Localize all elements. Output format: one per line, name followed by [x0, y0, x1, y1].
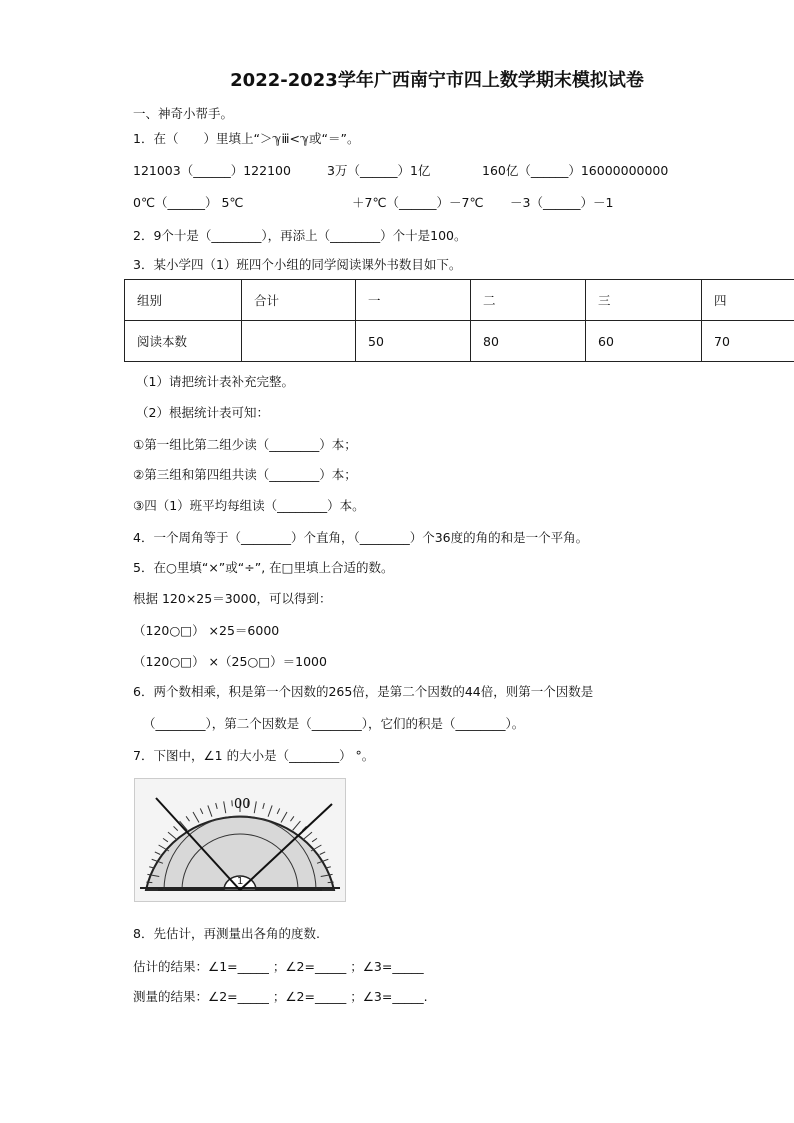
- table-header-row: [125, 280, 794, 321]
- q1-item-1: 121003（______）122100: [133, 163, 291, 178]
- question-2: 2．9个十是（________），再添上（________）个十是100。: [133, 228, 467, 243]
- table-cell-blank[interactable]: [242, 321, 356, 362]
- table-cell: 80: [471, 321, 586, 362]
- q1-item-5: ＋7℃（______）－7℃: [352, 195, 484, 210]
- reading-stats-table: [124, 279, 794, 362]
- question-3-prompt: 3．某小学四（1）班四个小组的同学阅读课外书数目如下。: [133, 257, 462, 272]
- table-cell: 三: [586, 280, 702, 321]
- q1-item-4: 0℃（______） 5℃: [133, 195, 244, 210]
- q1-item-6: －3（______）－1: [510, 195, 614, 210]
- q3-sub-2: （2）根据统计表可知：: [136, 405, 269, 420]
- table-cell: 60: [586, 321, 702, 362]
- table-row: [125, 321, 794, 362]
- angle-1-label: 1: [237, 876, 244, 887]
- page-title: 2022-2023学年广西南宁市四上数学期末模拟试卷: [230, 70, 644, 91]
- q1-item-2: 3万（______）1亿: [327, 163, 431, 178]
- q5-line-1: （120○□） ×25＝6000: [133, 623, 280, 638]
- protractor-label: 00: [234, 797, 251, 812]
- protractor-tick: [328, 882, 334, 883]
- q3-item-1: ①第一组比第二组少读（________）本；: [133, 437, 357, 452]
- table-cell: 二: [471, 280, 586, 321]
- protractor-tick: [232, 800, 233, 806]
- question-8-prompt: 8．先估计，再测量出各角的度数.: [133, 926, 320, 941]
- question-4: 4．一个周角等于（________）个直角，（________）个36度的角的和是一个平角。: [133, 530, 589, 545]
- q5-given: 根据 120×25＝3000，可以得到：: [133, 591, 332, 606]
- q8-measure: 测量的结果：∠2=_____ ；∠2=_____ ；∠3=_____.: [133, 989, 428, 1004]
- question-5-prompt: 5．在○里填“×”或“÷”, 在□里填上合适的数。: [133, 560, 394, 575]
- q3-item-3: ③四（1）班平均每组读（________）本。: [133, 498, 365, 513]
- table-cell: 组别: [125, 280, 242, 321]
- table-cell: 70: [702, 321, 794, 362]
- table-cell: 阅读本数: [125, 321, 242, 362]
- protractor-image: [134, 778, 346, 902]
- q1-item-3: 160亿（______）16000000000: [482, 163, 669, 178]
- q5-line-2: （120○□） ×（25○□）＝1000: [133, 654, 327, 669]
- q8-estimate: 估计的结果：∠1=_____ ；∠2=_____ ；∠3=_____: [133, 959, 424, 974]
- table-cell: 50: [356, 321, 471, 362]
- q3-item-2: ②第三组和第四组共读（________）本；: [133, 467, 357, 482]
- question-6-line-1: 6．两个数相乘，积是第一个因数的265倍，是第二个因数的44倍，则第一个因数是: [133, 684, 594, 699]
- question-7-prompt: 7．下图中，∠1 的大小是（________） °。: [133, 748, 375, 763]
- protractor-tick: [146, 882, 152, 883]
- table-cell: 合计: [242, 280, 356, 321]
- table-cell: 四: [702, 280, 794, 321]
- table-cell: 一: [356, 280, 471, 321]
- question-1-prompt: 1．在（ ）里填上“＞ℽⅲ<ℽ或“＝”。: [133, 131, 360, 146]
- q3-sub-1: （1）请把统计表补充完整。: [136, 374, 294, 389]
- question-6-line-2: （________），第二个因数是（________），它们的积是（________）。: [143, 716, 525, 731]
- section-heading: 一、神奇小帮手。: [133, 106, 234, 121]
